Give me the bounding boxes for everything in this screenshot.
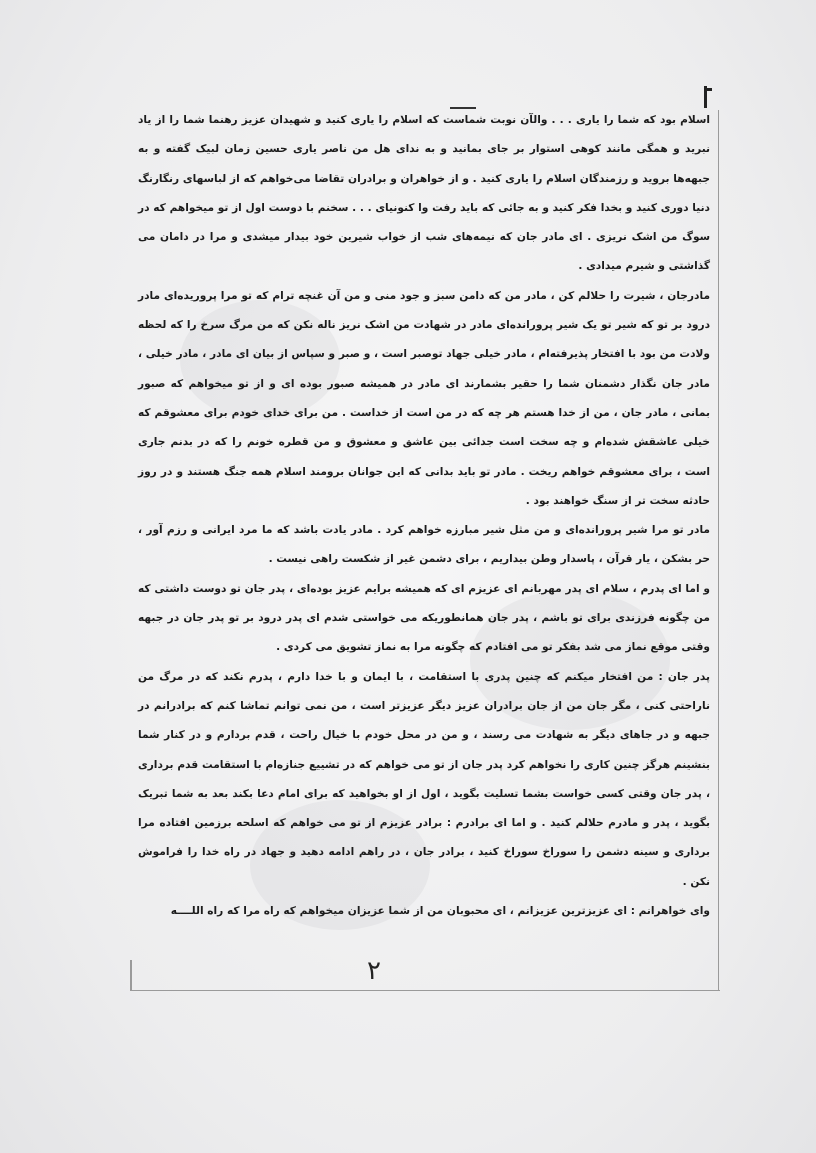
paragraph: وای خواهرانم : ای عزیزترین عزیزانم ، ای محبوبان من از شما عزیزان میخواهم که راه مرا که راه اللــــه (170, 905, 710, 918)
frame-edge-right (718, 110, 719, 990)
paragraph: و اما ای پدرم ، سلام ای پدر مهربانم ای عزیزم ای که همیشه برایم عزیز بوده‌ای ، پدر جان تو دوست داشتی که من چگونه فرزندی برای تو باشم ، پدر جان همانطوریکه می خواستی شدم ای پدر درود بر تو پدر جان در جبهه وقتی موقع نماز می شد بفکر تو می افتادم که چگونه مرا به نماز تشویق می کردی . (138, 582, 710, 654)
paragraph: اسلام بود که شما را یاری . . . والآن نوبت شماست که اسلام را یاری کنید و شهیدان عزیز رهنما شما را از یاد نبرید و همگی مانند کوهی استوار بر جای بمانید و به ندای هل من ناصر یاری حسین زمان لبیک گفته و به جبهه‌ها بروید و رزمندگان اسلام را یاری کنید . و از خواهران و برادران تقاضا می‌خواهم که از لباسهای رنگارنگ دنیا دوری کنید و بخدا فکر کنید و به جائی که باید رفت وا کنونیای . . . سخنم با دوست اول از تو میخواهم که در سوگ من اشک نریزی . ای مادر جان که نیمه‌های شب از خواب شیرین خود بیدار میشدی و مرا در دامان می گذاشتی و شیرم میدادی . (138, 114, 710, 273)
paragraph: مادرجان ، شیرت را حلالم کن ، مادر من که دامن سبز و جود منی و من آن غنچه ترام که تو مرا پروریده‌ای مادر درود بر تو که شیر تو یک شیر پرورانده‌ای مادر در شهادت من اشک نریز ناله نکن که من مرگ سرخ را که لحظه ولادت من بود با افتخار پذیرفته‌ام ، مادر خیلی جهاد توصبر است ، و صبر و سپاس از بیان ای مادر ، مادر خیلی ، مادر جان نگذار دشمنان شما را حقیر بشمارند ای مادر در همیشه صبور بوده ای و از تو میخواهم که صبور بمانی ، مادر جان ، من از خدا هستم هر چه که در من است از خداست . من برای خدای خودم برای معشوقم که خیلی عاشقش شده‌ام و چه سخت است جدائی بین عاشق و معشوق و من قطره خونم را که در بدنم جاری است ، برای معشوقم خواهم ریخت . مادر تو باید بدانی که این جوانان برومند اسلام همه جنگ هستند و در روز حادثه سخت تر از سنگ خواهند بود . (138, 289, 710, 507)
letter-body (138, 106, 710, 926)
paragraph: پدر جان : من افتخار میکنم که چنین پدری با استقامت ، با ایمان و با خدا دارم ، پدرم نکند که در مرگ من ناراحتی کنی ، مگر جان من از جان برادران عزیز دیگر عزیزتر است ، من نمی توانم تماشا کنم که برادرانم در جبهه و در جاهای دیگر به شهادت می رسند ، و من در محل خودم با خیال راحت ، قدم بردارم و در کنار شما بنشینم هرگز چنین کاری را نخواهم کرد پدر جان از تو می خواهم که در تشییع جنازه‌ام با استقامت قدم برداری ، پدر جان وقتی کسی خواست بشما تسلیت بگوید ، اول از او بخواهید که برای امام دعا بکند بعد به شما تبریک بگوید ، پدر و مادرم حلالم کنید . و اما ای برادرم : برادر عزیزم از تو می خواهم که اسلحه برزمین افتاده مرا برداری و سینه دشمن را سوراخ سوراخ کنید ، برادر جان ، در راهم ادامه دهید و جهاد در راه خدا را فراموش نکن . (138, 670, 710, 888)
paragraph: مادر تو مرا شیر پرورانده‌ای و من مثل شیر مبارزه خواهم کرد . مادر یادت باشد که ما مرد ایرانی و رزم آور ، حر بشکن ، یار قرآن ، پاسدار وطن بیداریم ، برای دشمن غیر از شکست راهی نیست . (138, 524, 710, 566)
page-number: ۲ (367, 956, 381, 986)
frame-edge-bottom (130, 990, 720, 991)
frame-edge-left (130, 960, 132, 990)
margin-mark (706, 88, 712, 91)
